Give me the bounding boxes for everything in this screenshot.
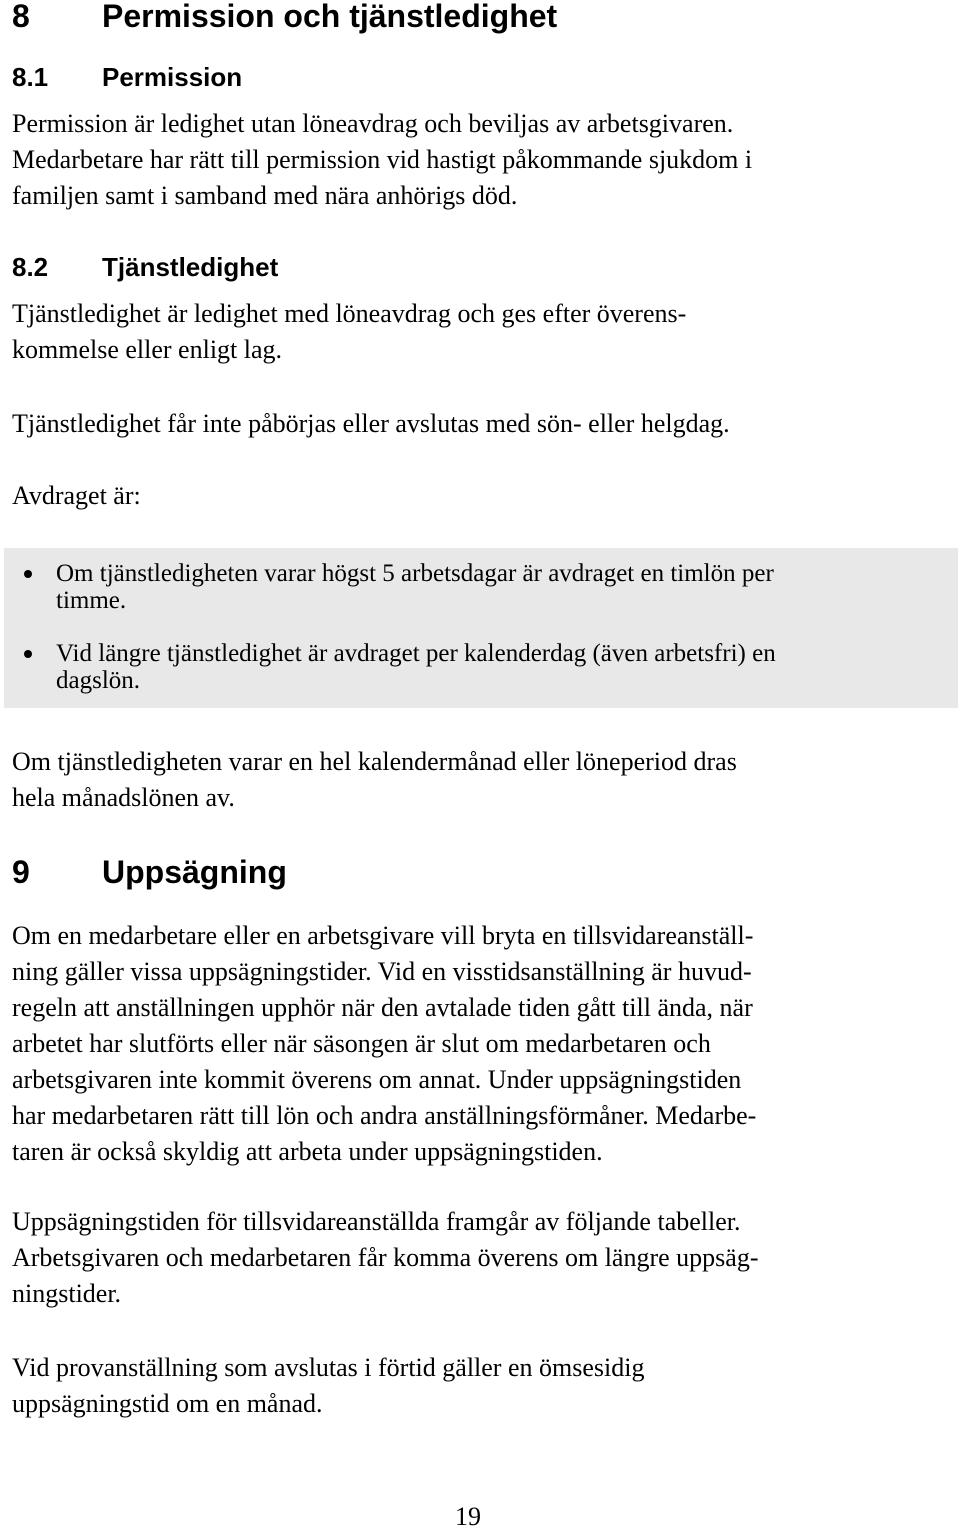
bullet-icon	[24, 570, 32, 578]
list-item-text	[56, 640, 936, 694]
heading-number: 8	[12, 0, 30, 34]
text-line: Om tjänstledigheten varar högst 5 arbetsdagar är avdraget en timlön per	[56, 560, 774, 587]
heading-title: Permission	[102, 62, 243, 92]
bullet-icon	[24, 650, 32, 658]
paragraph-uppsagning-intro	[12, 918, 952, 1170]
text-line: Medarbetare har rätt till permission vid hastigt påkommande sjukdom i	[12, 145, 753, 174]
text-line: Vid längre tjänstledighet är avdraget per kalenderdag (även arbetsfri) en	[56, 640, 776, 667]
paragraph-provanstallning	[12, 1350, 952, 1422]
text-line: Tjänstledighet är ledighet med löneavdrag och ges efter överens-	[12, 299, 687, 328]
text-line: arbetet har slutförts eller när säsongen är slut om medarbetaren och	[12, 1029, 711, 1058]
paragraph-avdraget	[12, 478, 952, 514]
heading-number: 9	[12, 854, 30, 890]
heading-section-8-2	[12, 252, 278, 282]
text-line: arbetsgivaren inte kommit överens om annat. Under uppsägningstiden	[12, 1065, 742, 1094]
heading-title: Tjänstledighet	[102, 252, 279, 282]
text-line: timme.	[56, 587, 127, 614]
text-line: hela månadslönen av.	[12, 783, 235, 812]
list-item-text	[56, 560, 936, 614]
paragraph-tjanstledighet-start-end	[12, 406, 952, 442]
text-line: taren är också skyldig att arbeta under uppsägningstiden.	[12, 1137, 603, 1166]
text-line: har medarbetaren rätt till lön och andra anställningsförmåner. Medarbe-	[12, 1101, 757, 1130]
text-line: uppsägningstid om en månad.	[12, 1389, 323, 1418]
text-line: Tjänstledighet får inte påbörjas eller avslutas med sön- eller helgdag.	[12, 409, 730, 438]
text-line: Om tjänstledigheten varar en hel kalendermånad eller löneperiod dras	[12, 747, 737, 776]
text-line: Vid provanställning som avslutas i förtid gäller en ömsesidig	[12, 1353, 645, 1382]
text-line: kommelse eller enligt lag.	[12, 335, 283, 364]
text-line: ning gäller vissa uppsägningstider. Vid en visstidsanställning är huvud-	[12, 957, 752, 986]
heading-section-9	[12, 854, 287, 890]
page-number: 19	[455, 1502, 481, 1531]
text-line: Arbetsgivaren och medarbetaren får komma överens om längre uppsäg-	[12, 1243, 759, 1272]
text-line: Avdraget är:	[12, 481, 141, 510]
text-line: dagslön.	[56, 667, 141, 694]
text-line: Permission är ledighet utan löneavdrag och beviljas av arbetsgivaren.	[12, 109, 734, 138]
heading-number: 8.2	[12, 252, 49, 282]
paragraph-hel-kalendermanad	[12, 744, 952, 816]
paragraph-tjanstledighet-definition	[12, 296, 952, 368]
paragraph-permission	[12, 106, 952, 214]
heading-number: 8.1	[12, 62, 49, 92]
list-item	[24, 560, 944, 616]
text-line: Uppsägningstiden för tillsvidareanställda framgår av följande tabeller.	[12, 1207, 741, 1236]
text-line: ningstider.	[12, 1279, 122, 1308]
heading-title: Permission och tjänstledighet	[102, 0, 558, 34]
heading-title: Uppsägning	[102, 854, 287, 890]
text-line: familjen samt i samband med nära anhörigs död.	[12, 181, 518, 210]
text-line: Om en medarbetare eller en arbetsgivare vill bryta en tillsvidareanställ-	[12, 921, 754, 950]
paragraph-uppsagningstiden	[12, 1204, 952, 1312]
text-line: regeln att anställningen upphör när den avtalade tiden gått till ända, när	[12, 993, 753, 1022]
heading-section-8-1	[12, 62, 242, 92]
list-item	[24, 640, 944, 696]
heading-section-8	[12, 0, 557, 34]
